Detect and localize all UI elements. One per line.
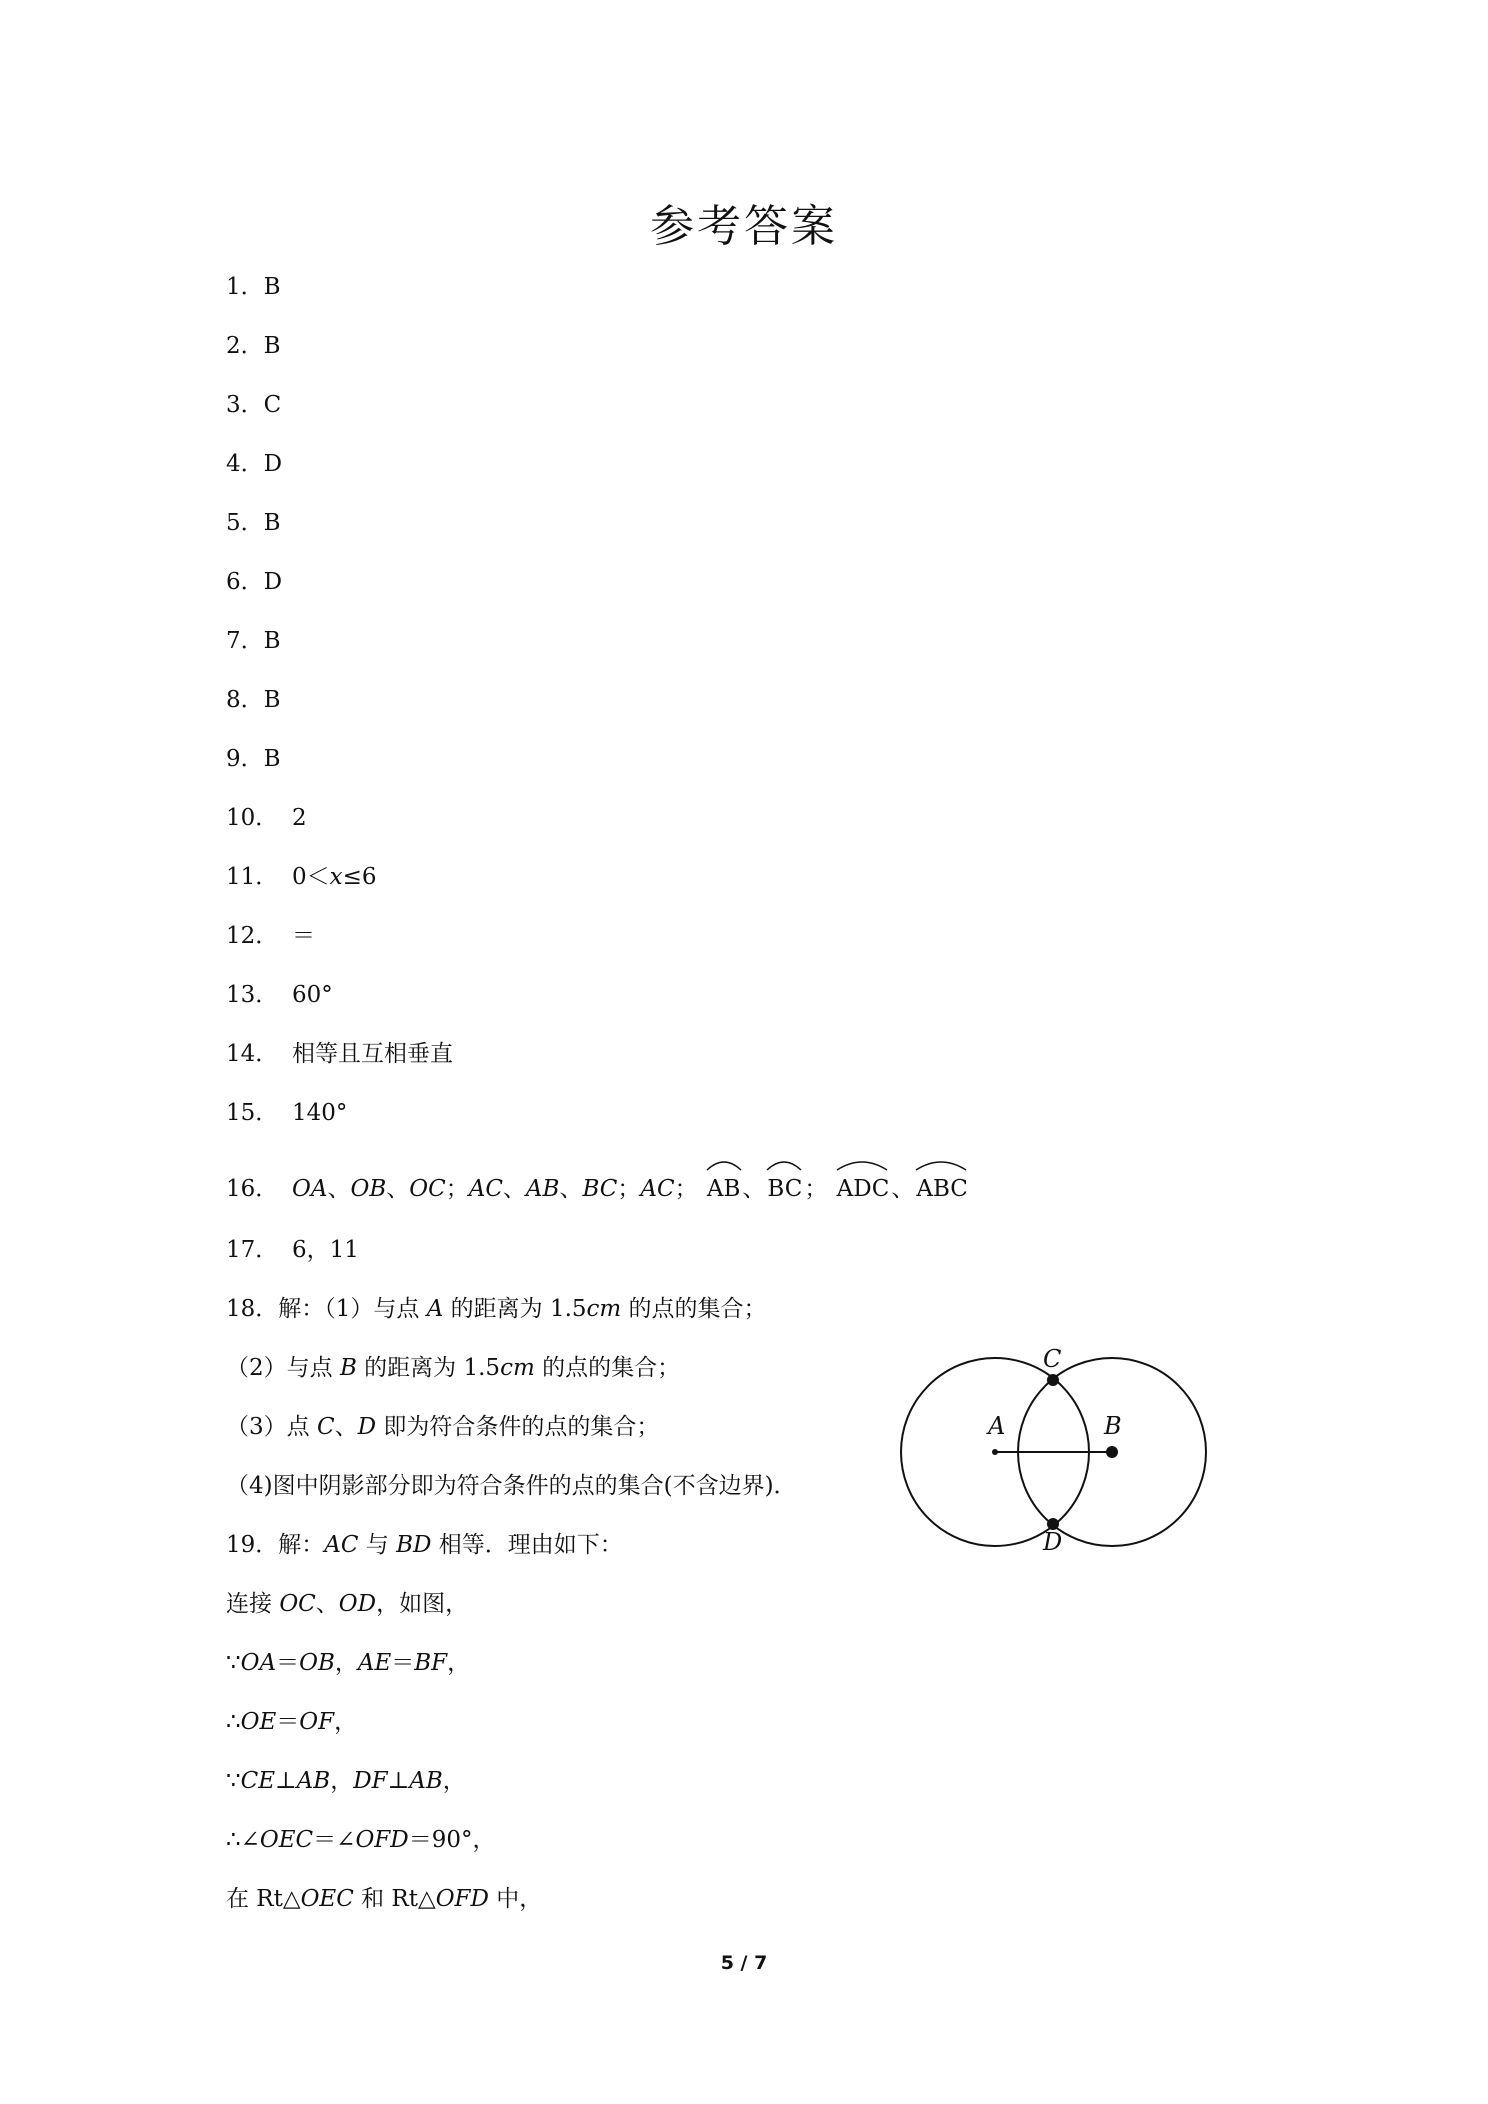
- answer-line-7: 7．B: [226, 628, 281, 654]
- q19-line-3: ∵OA＝OB，AE＝BF，: [226, 1650, 471, 1676]
- arc-adc: ADC: [837, 1168, 890, 1204]
- page-number: 5 / 7: [720, 1952, 768, 1974]
- point-a: [992, 1449, 998, 1455]
- answer-line-15: 15． 140°: [226, 1100, 348, 1126]
- arc-bc: BC: [767, 1168, 802, 1204]
- q18-line-2: （2）与点 B 的距离为 1.5cm 的点的集合；: [226, 1355, 681, 1381]
- answer-line-3: 3．C: [226, 392, 282, 418]
- arc-ab: AB: [707, 1168, 741, 1204]
- answer-line-5: 5．B: [226, 510, 281, 536]
- answer-line-11: 11． 0＜x≤6: [226, 864, 377, 890]
- answer-line-16: 16． OA、OB、OC；AC、AB、BC；AC； AB、 BC； ADC、 ABC: [226, 1168, 970, 1204]
- circles-figure: [890, 1340, 1220, 1574]
- answer-line-9: 9．B: [226, 746, 281, 772]
- label-d: D: [1043, 1528, 1063, 1556]
- q19-line-7: 在 Rt△OEC 和 Rt△OFD 中，: [226, 1886, 543, 1912]
- label-c: C: [1043, 1345, 1062, 1373]
- point-c: [1047, 1374, 1059, 1386]
- answer-line-14: 14． 相等且互相垂直: [226, 1041, 453, 1067]
- page-title: 参考答案: [650, 201, 838, 252]
- answer-line-13: 13． 60°: [226, 982, 333, 1008]
- answer-line-10: 10． 2: [226, 805, 307, 831]
- answer-line-1: 1．B: [226, 274, 281, 300]
- label-a: A: [988, 1412, 1006, 1440]
- q19-line-1: 19．解：AC 与 BD 相等．理由如下：: [226, 1532, 623, 1558]
- answer-line-17: 17． 6，11: [226, 1237, 359, 1263]
- arc-abc: ABC: [916, 1168, 968, 1204]
- answer-line-6: 6．D: [226, 569, 283, 595]
- label-b: B: [1104, 1412, 1122, 1440]
- q19-line-6: ∴∠OEC＝∠OFD＝90°，: [226, 1827, 496, 1853]
- answer-line-2: 2．B: [226, 333, 281, 359]
- q19-line-5: ∵CE⊥AB，DF⊥AB，: [226, 1768, 466, 1794]
- q19-line-4: ∴OE＝OF，: [226, 1709, 358, 1735]
- q19-line-2: 连接 OC、OD，如图，: [226, 1591, 469, 1617]
- answer-line-12: 12． ＝: [226, 923, 315, 949]
- q18-line-3: （3）点 C、D 即为符合条件的点的集合；: [226, 1414, 660, 1440]
- answer-line-4: 4．D: [226, 451, 283, 477]
- point-b: [1106, 1446, 1118, 1458]
- answer-line-8: 8．B: [226, 687, 281, 713]
- q18-line-4: （4)图中阴影部分即为符合条件的点的集合(不含边界)．: [226, 1473, 797, 1499]
- q18-line-1: 18．解：（1）与点 A 的距离为 1.5cm 的点的集合；: [226, 1296, 767, 1322]
